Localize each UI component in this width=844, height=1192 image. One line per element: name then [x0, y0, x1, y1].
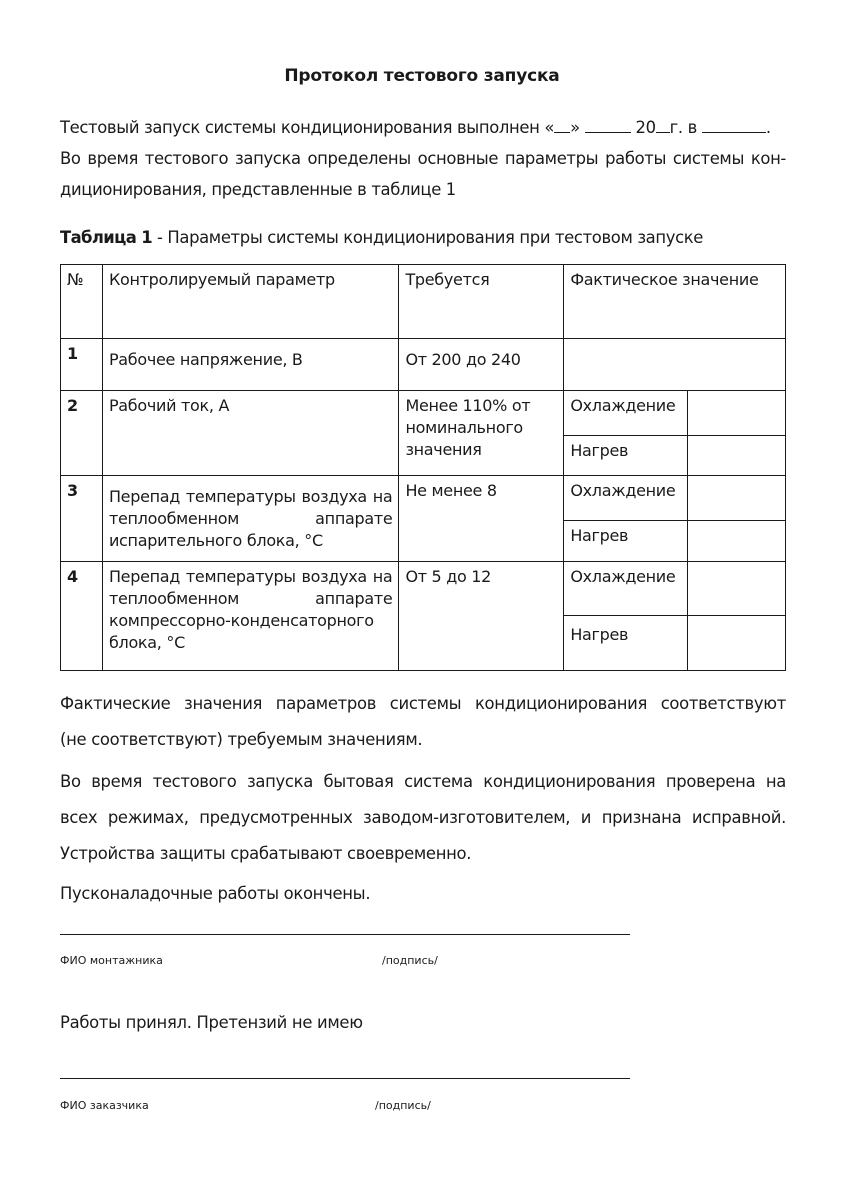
row-number: 3: [61, 476, 103, 562]
intro-quote-close: »: [570, 118, 580, 137]
row-actual-value: [564, 339, 786, 391]
customer-name-label: ФИО заказчика: [60, 1099, 149, 1112]
intro-paragraph: [60, 115, 786, 208]
header-param: Контролируемый параметр: [102, 265, 398, 339]
customer-signature-label: /подпись/: [375, 1099, 431, 1112]
header-required: Требуется: [399, 265, 564, 339]
installer-signature-line: [60, 934, 630, 935]
row-mode-cooling: Охлаждение: [564, 476, 688, 521]
intro-text: Тестовый запуск системы кондиционирования выполнен «: [60, 118, 555, 137]
row-mode-cooling: Охлаждение: [564, 562, 688, 616]
row-value-heating: [688, 616, 786, 671]
test-result-line-2: всех режимах, предусмотренных заводом-изготовителем, и признана исправной.: [60, 808, 786, 827]
row-value-heating: [688, 521, 786, 562]
completion-statement: Пусконаладочные работы окончены.: [60, 884, 371, 903]
row-value-cooling: [688, 391, 786, 436]
year-suffix: г. в: [669, 118, 697, 137]
row-mode-heating: Нагрев: [564, 521, 688, 562]
year-blank: [656, 118, 670, 133]
row-mode-heating: Нагрев: [564, 616, 688, 671]
parameters-table: [60, 264, 786, 671]
table-row: [61, 562, 786, 616]
year-prefix: 20: [635, 118, 656, 137]
table-caption-label: Таблица 1: [60, 228, 153, 247]
row-number: 2: [61, 391, 103, 476]
document-title: Протокол тестового запуска: [284, 66, 560, 86]
place-blank: [702, 118, 766, 133]
test-result-line-1: Во время тестового запуска бытовая система кондиционирования проверена на: [60, 772, 786, 791]
table-caption: [60, 228, 703, 247]
row-required: Не менее 8: [399, 476, 564, 562]
row-mode-heating: Нагрев: [564, 436, 688, 476]
row-param: Рабочее напряжение, В: [102, 339, 398, 391]
row-param: Перепад температуры воздуха на теплообменном аппарате испарительного блока, °С: [102, 476, 398, 562]
conformity-line-1: Фактические значения параметров системы кондиционирования соответствуют: [60, 694, 786, 713]
conformity-paragraph: [60, 686, 786, 758]
row-required: Менее 110% от номинального значения: [399, 391, 564, 476]
header-actual: Фактическое значение: [564, 265, 786, 339]
table-header-row: [61, 265, 786, 339]
row-number: 4: [61, 562, 103, 671]
customer-signature-line: [60, 1078, 630, 1079]
row-param: Перепад температуры воздуха на теплообменном аппарате компрессорно-конденсаторного блока, °С: [102, 562, 398, 671]
installer-signature-label: /подпись/: [382, 954, 438, 967]
table-row: [61, 339, 786, 391]
intro-line-3: диционирования, представленные в таблице 1: [60, 180, 456, 199]
table-row: [61, 476, 786, 521]
intro-line-1: [60, 115, 786, 146]
row-param: Рабочий ток, А: [102, 391, 398, 476]
intro-period: .: [765, 118, 771, 137]
row-mode-cooling: Охлаждение: [564, 391, 688, 436]
test-result-line-3: Устройства защиты срабатывают своевременно.: [60, 844, 472, 863]
row-value-heating: [688, 436, 786, 476]
table-row: [61, 391, 786, 436]
row-number: 1: [61, 339, 103, 391]
installer-name-label: ФИО монтажника: [60, 954, 163, 967]
row-value-cooling: [688, 476, 786, 521]
table-caption-text: - Параметры системы кондиционирования при тестовом запуске: [152, 228, 704, 247]
intro-line-2: Во время тестового запуска определены основные параметры работы системы кон-: [60, 149, 786, 168]
row-required: От 200 до 240: [399, 339, 564, 391]
acceptance-statement: Работы принял. Претензий не имею: [60, 1013, 363, 1032]
row-required: От 5 до 12: [399, 562, 564, 671]
row-value-cooling: [688, 562, 786, 616]
test-result-paragraph: [60, 764, 786, 872]
month-blank: [585, 118, 631, 133]
header-num: №: [61, 265, 103, 339]
day-blank: [554, 118, 570, 133]
conformity-line-2: (не соответствуют) требуемым значениям.: [60, 730, 423, 749]
